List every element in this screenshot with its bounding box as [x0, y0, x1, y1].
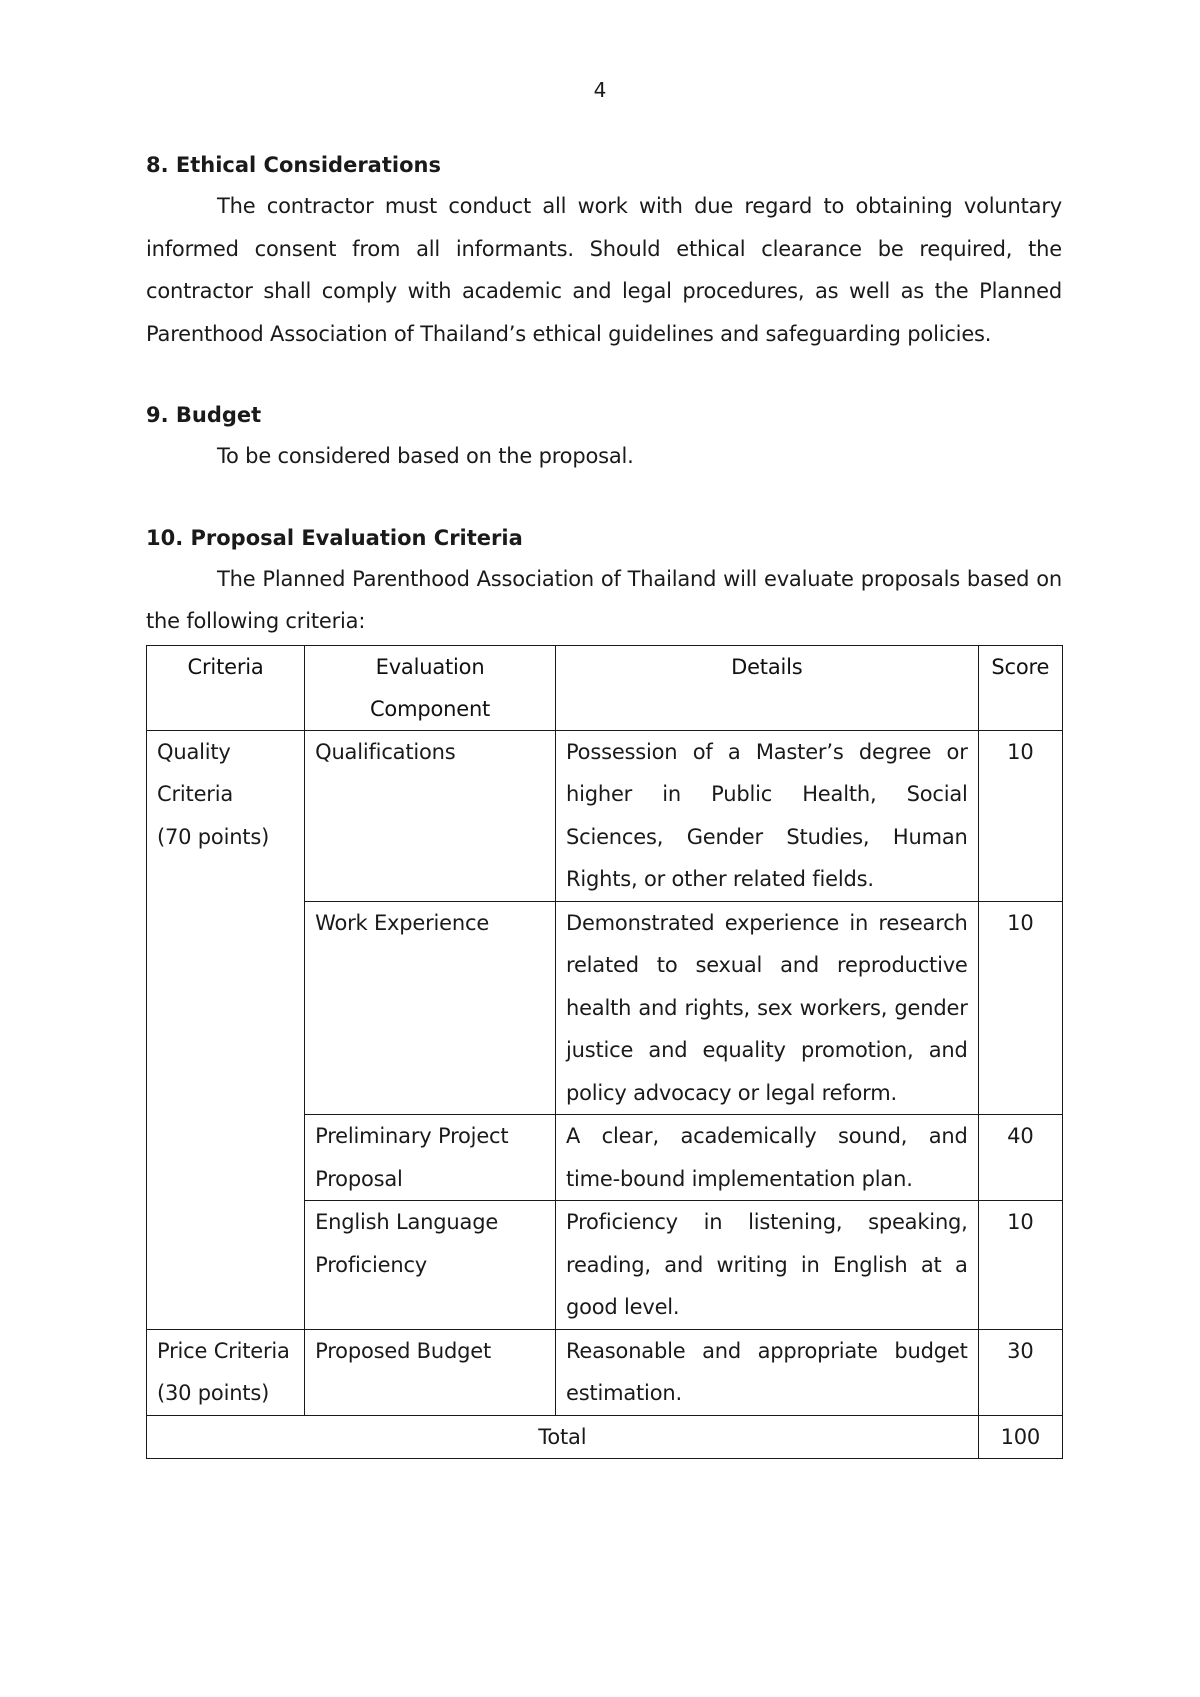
- header-details: Details: [555, 645, 978, 730]
- criteria-label: Price Criteria: [157, 1338, 290, 1363]
- details-cell: Reasonable and appropriate budget estimation.: [555, 1329, 978, 1415]
- score-cell: 10: [978, 1201, 1062, 1330]
- details-cell: Possession of a Master’s degree or higher in Public Health, Social Sciences, Gender Studies, Human Rights, or other related fields.: [555, 730, 978, 901]
- section-heading-evaluation: 10. Proposal Evaluation Criteria: [146, 525, 523, 550]
- criteria-points: (70 points): [157, 824, 270, 849]
- score-cell: 10: [978, 730, 1062, 901]
- evaluation-criteria-table: [146, 645, 1063, 1459]
- score-cell: 10: [978, 901, 1062, 1115]
- section-body-evaluation: The Planned Parenthood Association of Thailand will evaluate proposals based on the following criteria:: [146, 566, 1062, 633]
- table-header-row: [147, 645, 1063, 730]
- section-heading-ethical: 8. Ethical Considerations: [146, 153, 441, 177]
- total-label: Total: [147, 1415, 979, 1458]
- component-cell: Proposed Budget: [305, 1329, 556, 1415]
- total-row: [147, 1415, 1063, 1458]
- table-row: [147, 1329, 1063, 1415]
- section-body-budget: To be considered based on the proposal.: [217, 444, 634, 468]
- header-criteria: Criteria: [147, 645, 305, 730]
- criteria-label: Quality Criteria: [157, 739, 234, 806]
- component-cell: English Language Proficiency: [305, 1201, 556, 1330]
- criteria-points: (30 points): [157, 1381, 270, 1405]
- page-content: [146, 145, 1062, 1459]
- details-cell: Demonstrated experience in research related to sexual and reproductive health and rights, sex workers, gender justice and equality promotion, and policy advocacy or legal reform.: [555, 901, 978, 1115]
- component-cell: Work Experience: [305, 901, 556, 1115]
- component-cell: Preliminary Project Proposal: [305, 1115, 556, 1201]
- component-cell: Qualifications: [305, 730, 556, 901]
- criteria-cell-quality: [147, 730, 305, 1329]
- score-cell: 30: [978, 1329, 1062, 1415]
- table-row: [147, 730, 1063, 901]
- score-cell: 40: [978, 1115, 1062, 1201]
- section-heading-budget: 9. Budget: [146, 403, 262, 427]
- criteria-cell-price: [147, 1329, 305, 1415]
- total-score: 100: [978, 1415, 1062, 1458]
- header-score: Score: [978, 645, 1062, 730]
- details-cell: A clear, academically sound, and time-bound implementation plan.: [555, 1115, 978, 1201]
- page-number: 4: [593, 78, 607, 102]
- details-cell: Proficiency in listening, speaking, reading, and writing in English at a good level.: [555, 1201, 978, 1330]
- header-component: Evaluation Component: [305, 645, 556, 730]
- section-body-ethical: The contractor must conduct all work with due regard to obtaining voluntary informed consent from all informants. Should ethical clearance be required, the contractor shall comply with academic and legal procedures, as well as the Planned Parenthood Association of Thailand’s ethical guidelines and safeguarding policies.: [146, 194, 1062, 346]
